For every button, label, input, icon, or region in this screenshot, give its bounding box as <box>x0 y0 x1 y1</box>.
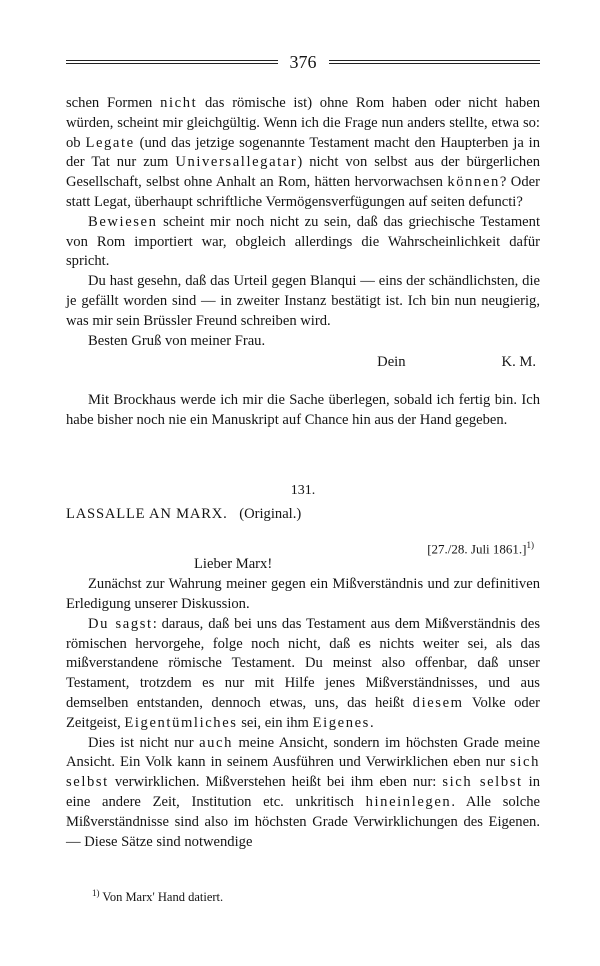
header-rule-left <box>66 60 278 64</box>
footnote <box>92 888 540 905</box>
letter-paragraph-3 <box>66 734 540 853</box>
text-run: ? Oder statt Legat, überhaupt schriftliche Vermögensverfügungen auf seiten defuncti? <box>66 174 540 210</box>
emphasis-text: sich selbst <box>66 754 540 791</box>
text-run: sei, ein ihm <box>237 714 313 731</box>
text-run: Dies ist nicht nur <box>88 734 200 751</box>
emphasis-text: nicht <box>160 95 198 111</box>
letter-sender: LASSALLE AN MARX. <box>66 505 228 522</box>
page-header <box>66 50 540 74</box>
date-text: [27./28. Juli 1861.] <box>427 541 527 557</box>
letter-number: 131. <box>290 482 316 498</box>
text-run: in eine andere Zeit, Institution etc. unkritisch <box>66 774 540 811</box>
emphasis-text: hineinlegen <box>365 794 452 811</box>
text-run: . <box>369 714 374 731</box>
emphasis-text: diesem <box>412 695 464 712</box>
emphasis-text: Legate <box>85 134 135 151</box>
emphasis-text: Eigenes <box>312 714 370 731</box>
paragraph-1 <box>66 94 540 213</box>
footnote-marker: 1) <box>92 888 100 898</box>
emphasis-text: sich selbst <box>442 774 523 791</box>
text-run: . Alle solche Mißverständnisse sind also im höchsten Grade Verwirklichungen des Eigenen. — Diese Sätze sind notwendige <box>66 794 540 850</box>
text-run: schen Formen <box>66 95 161 111</box>
footnote-text: Von Marx' Hand datiert. <box>99 890 224 905</box>
paragraph-2 <box>66 213 540 272</box>
signature-closing: Dein <box>377 354 406 371</box>
emphasis-text: Du sagst <box>88 615 153 632</box>
page-number: 376 <box>289 52 317 72</box>
letter-heading <box>66 505 540 525</box>
letter-note: (Original.) <box>239 505 302 522</box>
footnote-ref: 1) <box>526 540 534 551</box>
letter-paragraph-1: Zunächst zur Wahrung meiner gegen ein Mißverständnis und zur definitiven Erledigung unserer Diskussion. <box>66 576 540 613</box>
text-run: meine Ansicht, sondern im höchsten Grade meine Ansicht. Ein Volk kann in seinem Ausführen und Verwirklichen eben nur <box>66 734 540 771</box>
text-run: scheint mir noch nicht zu sein, daß das griechische Testament von Rom importiert war, obgleich allerdings die Wahrscheinlichkeit dafür spricht. <box>66 213 540 270</box>
paragraph-3: Du hast gesehn, daß das Urteil gegen Blanqui — eins der schändlichsten, die je gefällt worden sind — in zweiter Instanz bestätigt ist. Ich bin nun neugierig, was mir sein Brüssler Freund schreiben wird. <box>66 273 540 329</box>
signature <box>66 353 540 373</box>
signature-initials: K. M. <box>501 354 536 371</box>
emphasis-text: Eigentümliches <box>124 714 238 731</box>
body-text <box>66 94 540 852</box>
header-rule-right <box>329 60 541 64</box>
text-run: das römische ist) ohne Rom haben oder nicht haben würden, scheint mir gleichgültig. Wenn ich die Frage nun anders stellte, etwa so: ob <box>66 95 540 151</box>
emphasis-text: Bewiesen <box>88 213 158 230</box>
text-run: Volke oder Zeitgeist, <box>66 695 541 731</box>
paragraph-4: Besten Gruß von meiner Frau. <box>88 332 266 349</box>
letter-paragraph-2 <box>66 615 540 734</box>
text-run: (und das jetzige sogenannte Testament macht den Haupterben ja in der Tat nur zum <box>66 134 541 171</box>
text-run: ) nicht von selbst aus der bürgerlichen Gesellschaft, selbst ohne Anhalt an Rom, hätten hervorwachsen <box>66 154 540 191</box>
emphasis-text: können <box>447 174 500 191</box>
emphasis-text: auch <box>199 734 234 751</box>
salutation: Lieber Marx! <box>194 556 273 573</box>
text-run: : daraus, daß bei uns das Testament aus dem Mißverständnis des römischen hervorgehe, folge noch nicht, daß es nichts weiter sei, als das mißverstandene römische Testament. Du meinst also offenbar, daß unser Testament, trotzdem es nur mit Hilfe jenes Mißverständnisses, und aus demselben entstanden, dennoch etwas, uns, das heißt <box>66 615 540 712</box>
text-run: verwirklichen. Mißverstehen heißt bei ihm eben nur: <box>108 774 443 791</box>
emphasis-text: Universallegatar <box>175 154 298 171</box>
postscript: Mit Brockhaus werde ich mir die Sache überlegen, sobald ich fertig bin. Ich habe bisher noch nie ein Manuskript auf Chance hin aus der Hand gegeben. <box>66 392 540 428</box>
